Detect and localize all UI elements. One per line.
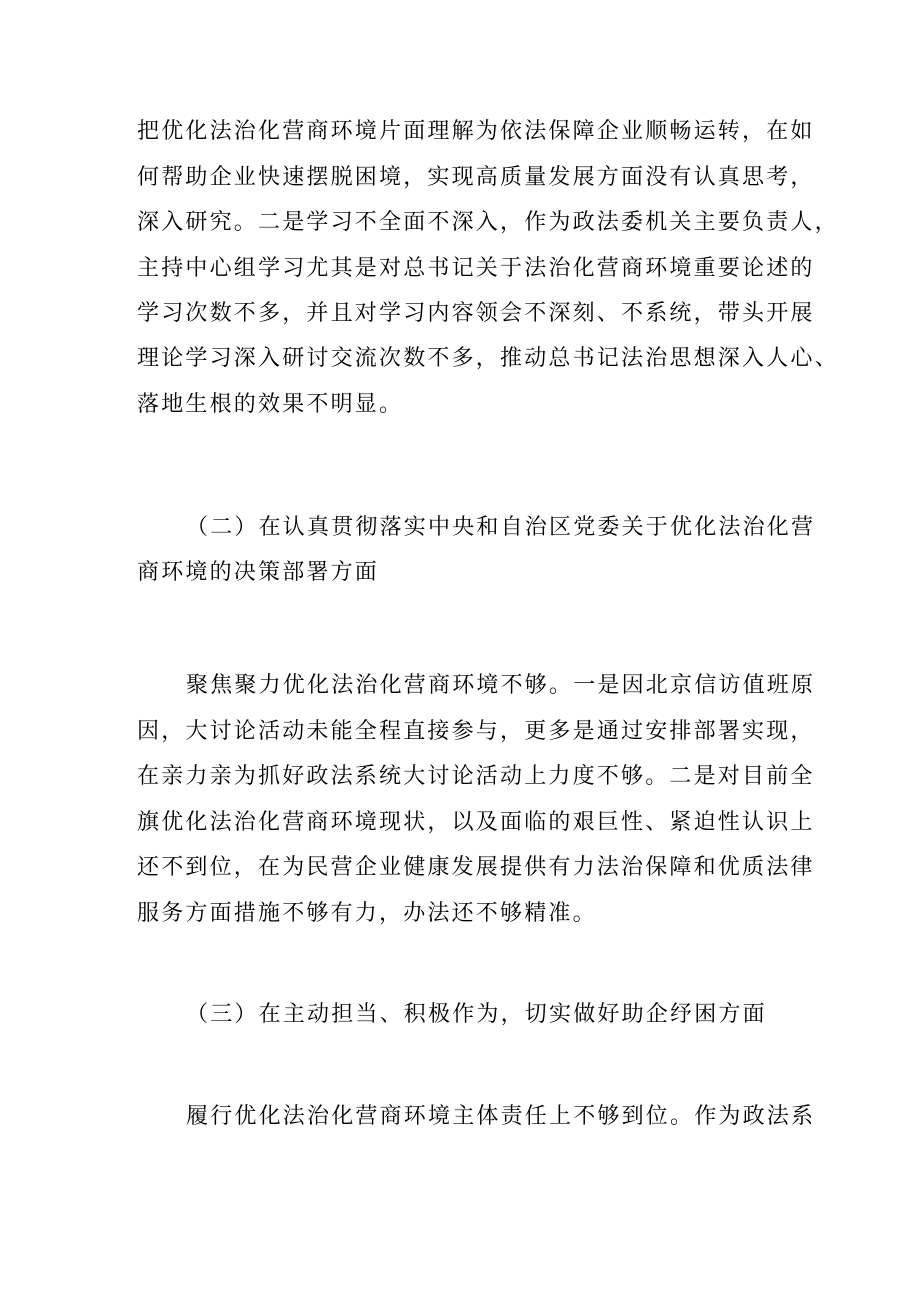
section-heading-line: 商环境的决策部署方面 bbox=[137, 560, 380, 585]
paragraph-2-line: 还不到位，在为民营企业健康发展提供有力法治保障和优质法律 bbox=[137, 855, 815, 880]
paragraph-1-line: 把优化法治化营商环境片面理解为依法保障企业顺畅运转，在如 bbox=[137, 119, 815, 144]
paragraph-1-line: 落地生根的效果不明显。 bbox=[137, 392, 404, 417]
section-heading-3: （三）在主动担当、积极作为，切实做好助企纾困方面 bbox=[186, 1002, 767, 1027]
paragraph-1-line: 何帮助企业快速摆脱困境，实现高质量发展方面没有认真思考， bbox=[137, 165, 815, 190]
paragraph-3-line: 履行优化法治化营商环境主体责任上不够到位。作为政法系 bbox=[186, 1104, 816, 1129]
paragraph-1-line: 学习次数不多，并且对学习内容领会不深刻、不系统，带头开展 bbox=[137, 301, 815, 326]
paragraph-2-line: 旗优化法治化营商环境现状，以及面临的艰巨性、紧迫性认识上 bbox=[137, 810, 815, 835]
paragraph-2-line: 服务方面措施不够有力，办法还不够精准。 bbox=[137, 901, 597, 926]
section-heading-line: （二）在认真贯彻落实中央和自治区党委关于优化法治化营 bbox=[186, 515, 816, 540]
paragraph-1-line: 主持中心组学习尤其是对总书记关于法治化营商环境重要论述的 bbox=[137, 256, 815, 281]
paragraph-1-line: 深入研究。二是学习不全面不深入，作为政法委机关主要负责人， bbox=[137, 210, 839, 235]
paragraph-2-line: 因，大讨论活动未能全程直接参与，更多是通过安排部署实现， bbox=[137, 719, 815, 744]
paragraph-2-line: 聚焦聚力优化法治化营商环境不够。一是因北京信访值班原 bbox=[186, 673, 816, 698]
paragraph-2-line: 在亲力亲为抓好政法系统大讨论活动上力度不够。二是对目前全 bbox=[137, 764, 815, 789]
paragraph-1-line: 理论学习深入研讨交流次数不多，推动总书记法治思想深入人心、 bbox=[137, 346, 839, 371]
